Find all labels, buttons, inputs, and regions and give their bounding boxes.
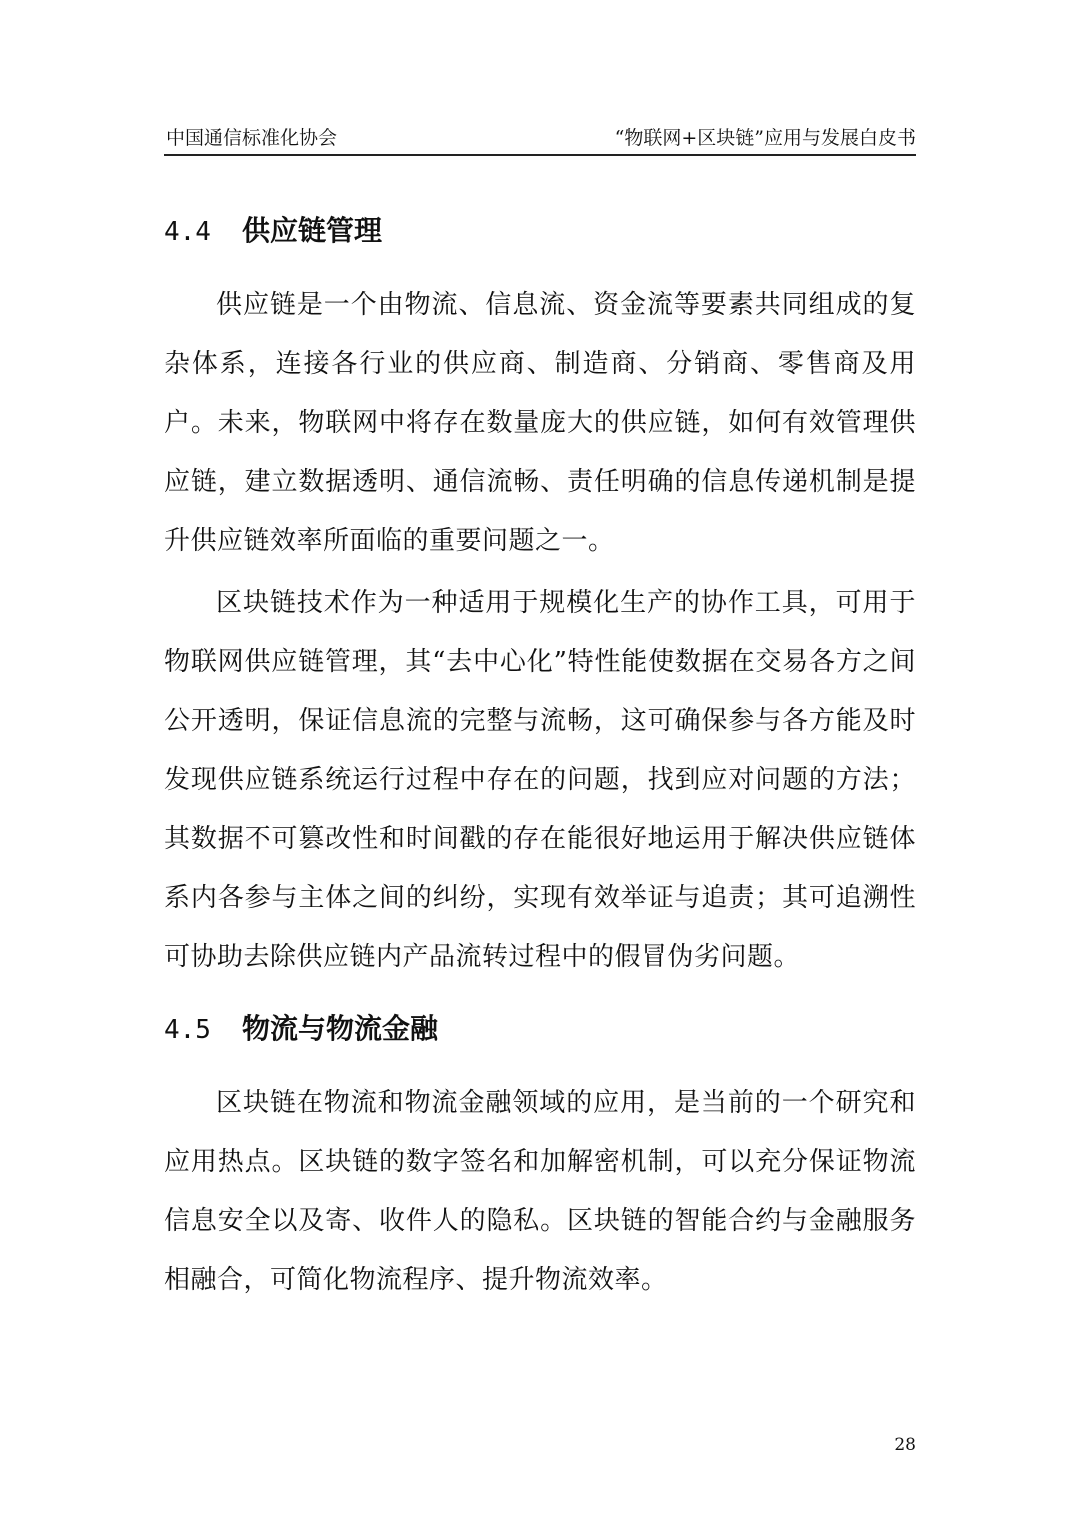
section-heading-4-4 bbox=[164, 211, 382, 251]
section-number: 4.5 bbox=[164, 1015, 211, 1045]
header-document-title: “物联网+区块链”应用与发展白皮书 bbox=[614, 127, 916, 149]
section-title: 供应链管理 bbox=[242, 214, 383, 247]
paragraph-supply-chain-intro: 供应链是一个由物流、信息流、资金流等要素共同组成的复杂体系，连接各行业的供应商、制造商、分销商、零售商及用户。未来，物联网中将存在数量庞大的供应链，如何有效管理供应链，建立数据透明、通信流畅、责任明确的信息传递机制是提升供应链效率所面临的重要问题之一。 bbox=[164, 290, 916, 556]
page-header bbox=[164, 122, 916, 156]
paragraph-logistics-finance: 区块链在物流和物流金融领域的应用，是当前的一个研究和应用热点。区块链的数字签名和加解密机制，可以充分保证物流信息安全以及寄、收件人的隐私。区块链的智能合约与金融服务相融合，可简化物流程序、提升物流效率。 bbox=[164, 1088, 916, 1295]
header-organization: 中国通信标准化协会 bbox=[166, 127, 338, 149]
section-heading-4-5 bbox=[164, 1009, 438, 1049]
page-number: 28 bbox=[894, 1435, 916, 1455]
paragraph-blockchain-supply-chain: 区块链技术作为一种适用于规模化生产的协作工具，可用于物联网供应链管理，其“去中心化”特性能使数据在交易各方之间公开透明，保证信息流的完整与流畅，这可确保参与各方能及时发现供应链系统运行过程中存在的问题，找到应对问题的方法；其数据不可篡改性和时间戳的存在能很好地运用于解决供应链体系内各参与主体之间的纠纷，实现有效举证与追责；其可追溯性可协助去除供应链内产品流转过程中的假冒伪劣问题。 bbox=[164, 588, 916, 972]
section-title: 物流与物流金融 bbox=[242, 1012, 439, 1045]
section-number: 4.4 bbox=[164, 217, 211, 247]
